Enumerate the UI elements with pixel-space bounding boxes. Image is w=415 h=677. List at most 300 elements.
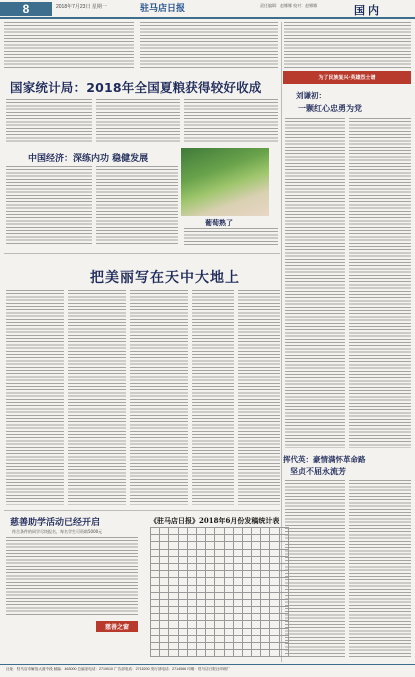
table-cell (196, 643, 205, 650)
table-cell (151, 549, 160, 556)
table-cell (187, 628, 196, 635)
table-cell (160, 650, 169, 657)
table-cell (242, 585, 251, 592)
table-cell (206, 628, 215, 635)
table-cell (270, 549, 279, 556)
table-cell (279, 578, 288, 585)
table-cell (224, 549, 233, 556)
table-cell (252, 607, 261, 614)
table-title: 《驻马店日报》2018年6月份发稿统计表 (150, 516, 280, 525)
table-cell (270, 614, 279, 621)
body-text (285, 118, 345, 448)
table-cell (160, 556, 169, 563)
table-cell (169, 614, 178, 621)
table-cell (151, 585, 160, 592)
table-cell (196, 585, 205, 592)
table-cell (233, 607, 242, 614)
body-text (6, 290, 64, 505)
table-cell (169, 621, 178, 628)
table-cell (252, 556, 261, 563)
table-cell (151, 614, 160, 621)
table-cell (215, 635, 224, 642)
table-cell (178, 535, 187, 542)
table-cell (206, 592, 215, 599)
table-cell (206, 607, 215, 614)
table-cell (279, 621, 288, 628)
table-cell (252, 535, 261, 542)
table-cell (242, 592, 251, 599)
main-headline: 国家统计局：2018年全国夏粮获得较好收成 (10, 80, 262, 95)
stats-table (150, 527, 289, 657)
table-cell (151, 650, 160, 657)
table-cell (178, 585, 187, 592)
table-cell (224, 621, 233, 628)
table-cell (196, 621, 205, 628)
table-cell (252, 650, 261, 657)
table-cell (187, 563, 196, 570)
table-cell (206, 571, 215, 578)
table-cell (187, 614, 196, 621)
table-cell (224, 614, 233, 621)
table-row (151, 607, 289, 614)
table-cell (196, 571, 205, 578)
table-cell (279, 585, 288, 592)
table-cell (233, 571, 242, 578)
table-cell (242, 528, 251, 535)
table-cell (270, 578, 279, 585)
table-cell (215, 650, 224, 657)
issue-date: 2018年7月23日 星期一 (56, 4, 107, 10)
table-cell (261, 571, 270, 578)
table-cell (252, 542, 261, 549)
table-cell (187, 571, 196, 578)
table-cell (242, 563, 251, 570)
table-cell (279, 635, 288, 642)
table-cell (279, 571, 288, 578)
divider (4, 253, 280, 254)
table-cell (215, 585, 224, 592)
body-text (6, 99, 92, 143)
table-cell (178, 628, 187, 635)
body-text (349, 118, 411, 448)
table-cell (169, 535, 178, 542)
table-cell (169, 556, 178, 563)
table-cell (187, 607, 196, 614)
table-cell (233, 563, 242, 570)
table-cell (233, 535, 242, 542)
table-cell (178, 563, 187, 570)
table-cell (178, 607, 187, 614)
sidebar-story2-headline: 坚贞不屈永流芳 (290, 466, 346, 476)
grape-photo (181, 148, 269, 216)
table-cell (151, 599, 160, 606)
table-cell (151, 592, 160, 599)
table-cell (279, 556, 288, 563)
table-cell (215, 535, 224, 542)
table-cell (178, 614, 187, 621)
table-cell (252, 635, 261, 642)
charity-subtitle: 符合条件的同学尽快报名，每名学生可资助5000元 (12, 529, 103, 534)
table-cell (279, 549, 288, 556)
table-cell (270, 592, 279, 599)
body-text (96, 99, 180, 143)
photo-caption: 葡萄熟了 (205, 218, 233, 227)
table-cell (242, 643, 251, 650)
body-text (130, 290, 188, 505)
table-row (151, 528, 289, 535)
table-cell (224, 535, 233, 542)
body-text (6, 166, 92, 246)
table-cell (151, 571, 160, 578)
table-cell (261, 607, 270, 614)
table-cell (187, 592, 196, 599)
table-cell (215, 563, 224, 570)
table-cell (160, 635, 169, 642)
table-cell (270, 650, 279, 657)
table-cell (151, 635, 160, 642)
table-cell (279, 628, 288, 635)
table-cell (224, 628, 233, 635)
table-cell (160, 643, 169, 650)
table-cell (270, 556, 279, 563)
feature-headline: 把美丽写在天中大地上 (90, 270, 240, 286)
table-cell (196, 592, 205, 599)
masthead: 驻马店日报 (140, 4, 186, 14)
table-cell (261, 614, 270, 621)
table-cell (224, 592, 233, 599)
table-cell (169, 542, 178, 549)
table-cell (261, 556, 270, 563)
table-cell (215, 571, 224, 578)
table-cell (224, 556, 233, 563)
table-cell (160, 535, 169, 542)
table-cell (279, 599, 288, 606)
sidebar-story1-headline: 一颗红心忠勇为党 (298, 103, 362, 113)
table-cell (178, 599, 187, 606)
table-cell (224, 542, 233, 549)
table-cell (206, 542, 215, 549)
table-cell (169, 578, 178, 585)
table-cell (215, 599, 224, 606)
table-cell (261, 578, 270, 585)
body-text (68, 290, 126, 505)
table-cell (206, 621, 215, 628)
table-row (151, 599, 289, 606)
subheadline: 中国经济：深练内功 稳健发展 (28, 154, 149, 164)
table-cell (169, 599, 178, 606)
table-cell (178, 542, 187, 549)
table-cell (215, 628, 224, 635)
table-cell (187, 650, 196, 657)
table-cell (215, 549, 224, 556)
table-cell (187, 542, 196, 549)
table-cell (215, 614, 224, 621)
table-cell (261, 592, 270, 599)
body-text (184, 99, 278, 143)
editor-credits: 责任编辑：赵娜娜 校对：赵娜娜 (260, 3, 318, 8)
table-cell (224, 635, 233, 642)
sidebar-story2-name: 挥代英：豪情满怀革命路 (283, 455, 366, 464)
table-cell (160, 549, 169, 556)
table-cell (233, 643, 242, 650)
table-cell (151, 643, 160, 650)
table-cell (160, 563, 169, 570)
body-text (184, 228, 278, 246)
table-cell (206, 528, 215, 535)
table-cell (270, 571, 279, 578)
table-cell (270, 528, 279, 535)
table-cell (233, 578, 242, 585)
table-cell (169, 592, 178, 599)
table-cell (270, 628, 279, 635)
table-cell (261, 549, 270, 556)
table-cell (233, 599, 242, 606)
divider (4, 510, 280, 511)
table-cell (206, 635, 215, 642)
table-cell (224, 578, 233, 585)
table-cell (196, 542, 205, 549)
table-cell (252, 585, 261, 592)
table-cell (187, 578, 196, 585)
table-cell (261, 535, 270, 542)
table-cell (206, 578, 215, 585)
table-cell (224, 563, 233, 570)
table-cell (178, 635, 187, 642)
table-cell (196, 614, 205, 621)
table-cell (178, 556, 187, 563)
table-cell (215, 643, 224, 650)
table-cell (242, 650, 251, 657)
table-row (151, 571, 289, 578)
body-text (284, 22, 411, 68)
table-cell (252, 614, 261, 621)
table-cell (196, 599, 205, 606)
table-cell (270, 535, 279, 542)
page-number: 8 (0, 2, 52, 16)
table-cell (215, 542, 224, 549)
table-cell (242, 599, 251, 606)
table-cell (196, 607, 205, 614)
table-cell (261, 563, 270, 570)
table-cell (187, 549, 196, 556)
table-cell (233, 592, 242, 599)
table-cell (233, 635, 242, 642)
table-cell (160, 614, 169, 621)
table-cell (224, 585, 233, 592)
table-cell (279, 535, 288, 542)
table-row (151, 549, 289, 556)
table-cell (279, 563, 288, 570)
table-row (151, 650, 289, 657)
table-cell (151, 556, 160, 563)
table-cell (206, 650, 215, 657)
table-cell (151, 621, 160, 628)
table-cell (151, 578, 160, 585)
table-cell (233, 650, 242, 657)
table-cell (279, 542, 288, 549)
section-title: 国内 (354, 4, 382, 17)
table-cell (252, 592, 261, 599)
table-cell (160, 571, 169, 578)
table-cell (233, 542, 242, 549)
table-cell (169, 571, 178, 578)
table-cell (187, 528, 196, 535)
series-banner: 为了民族复兴·英雄烈士谱 (283, 71, 411, 84)
table-cell (242, 542, 251, 549)
table-cell (215, 592, 224, 599)
table-cell (160, 585, 169, 592)
table-cell (242, 628, 251, 635)
table-cell (187, 635, 196, 642)
table-row (151, 621, 289, 628)
table-row (151, 635, 289, 642)
table-cell (270, 635, 279, 642)
table-cell (196, 528, 205, 535)
table-cell (224, 528, 233, 535)
table-cell (206, 549, 215, 556)
table-cell (178, 571, 187, 578)
table-cell (233, 556, 242, 563)
table-cell (169, 643, 178, 650)
table-cell (242, 571, 251, 578)
table-cell (252, 621, 261, 628)
body-text (349, 480, 411, 658)
table-cell (178, 643, 187, 650)
table-cell (224, 643, 233, 650)
table-cell (206, 535, 215, 542)
table-cell (196, 535, 205, 542)
table-cell (252, 563, 261, 570)
body-text (96, 166, 178, 246)
table-cell (215, 528, 224, 535)
table-cell (215, 607, 224, 614)
table-cell (242, 635, 251, 642)
charity-window-badge: 慈善之窗 (96, 621, 138, 632)
body-text (192, 290, 234, 505)
table-cell (270, 607, 279, 614)
table-row (151, 556, 289, 563)
body-text (4, 22, 134, 70)
table-cell (196, 650, 205, 657)
table-cell (224, 650, 233, 657)
table-cell (233, 528, 242, 535)
table-cell (261, 635, 270, 642)
table-cell (160, 607, 169, 614)
table-cell (233, 614, 242, 621)
table-cell (169, 628, 178, 635)
table-cell (224, 607, 233, 614)
table-cell (270, 542, 279, 549)
table-cell (169, 635, 178, 642)
table-cell (242, 621, 251, 628)
table-cell (242, 614, 251, 621)
table-cell (233, 585, 242, 592)
table-cell (160, 628, 169, 635)
table-cell (196, 556, 205, 563)
table-cell (151, 542, 160, 549)
table-row (151, 643, 289, 650)
table-cell (233, 628, 242, 635)
table-cell (196, 628, 205, 635)
table-cell (215, 556, 224, 563)
table-cell (242, 556, 251, 563)
table-cell (206, 599, 215, 606)
table-row (151, 628, 289, 635)
table-row (151, 585, 289, 592)
table-cell (270, 585, 279, 592)
table-cell (178, 592, 187, 599)
table-cell (233, 621, 242, 628)
table-cell (242, 535, 251, 542)
table-cell (261, 528, 270, 535)
table-cell (270, 621, 279, 628)
footer: 社址：驻马店市解放大道中段 邮编：463000 总编室电话：2719010 广告部电话：2715200 发行部电话：2714066 印刷：驻马店日报社印刷厂 (0, 664, 415, 674)
table-cell (261, 643, 270, 650)
table-cell (178, 650, 187, 657)
table-cell (169, 563, 178, 570)
table-cell (242, 607, 251, 614)
table-cell (151, 628, 160, 635)
table-cell (178, 578, 187, 585)
table-cell (169, 650, 178, 657)
table-cell (242, 578, 251, 585)
table-cell (151, 535, 160, 542)
table-cell (178, 528, 187, 535)
table-cell (261, 585, 270, 592)
body-text (285, 480, 345, 658)
table-cell (178, 549, 187, 556)
table-cell (252, 571, 261, 578)
table-cell (160, 621, 169, 628)
table-cell (252, 528, 261, 535)
table-cell (160, 599, 169, 606)
table-cell (160, 528, 169, 535)
table-cell (261, 628, 270, 635)
table-row (151, 614, 289, 621)
table-cell (187, 643, 196, 650)
table-cell (151, 563, 160, 570)
table-cell (169, 585, 178, 592)
table-cell (261, 650, 270, 657)
table-cell (206, 556, 215, 563)
table-cell (169, 607, 178, 614)
table-cell (252, 599, 261, 606)
table-cell (279, 592, 288, 599)
table-cell (196, 549, 205, 556)
table-cell (215, 621, 224, 628)
table-cell (196, 635, 205, 642)
table-row (151, 578, 289, 585)
table-cell (270, 599, 279, 606)
table-cell (279, 614, 288, 621)
table-cell (160, 578, 169, 585)
table-cell (178, 621, 187, 628)
table-cell (233, 549, 242, 556)
body-text (6, 537, 138, 617)
header-rule (0, 17, 415, 19)
table-cell (279, 650, 288, 657)
table-cell (187, 556, 196, 563)
table-cell (187, 585, 196, 592)
table-row (151, 592, 289, 599)
table-cell (224, 571, 233, 578)
body-text (238, 290, 280, 505)
table-cell (261, 621, 270, 628)
table-cell (160, 542, 169, 549)
table-cell (261, 599, 270, 606)
table-cell (279, 528, 288, 535)
table-cell (187, 621, 196, 628)
